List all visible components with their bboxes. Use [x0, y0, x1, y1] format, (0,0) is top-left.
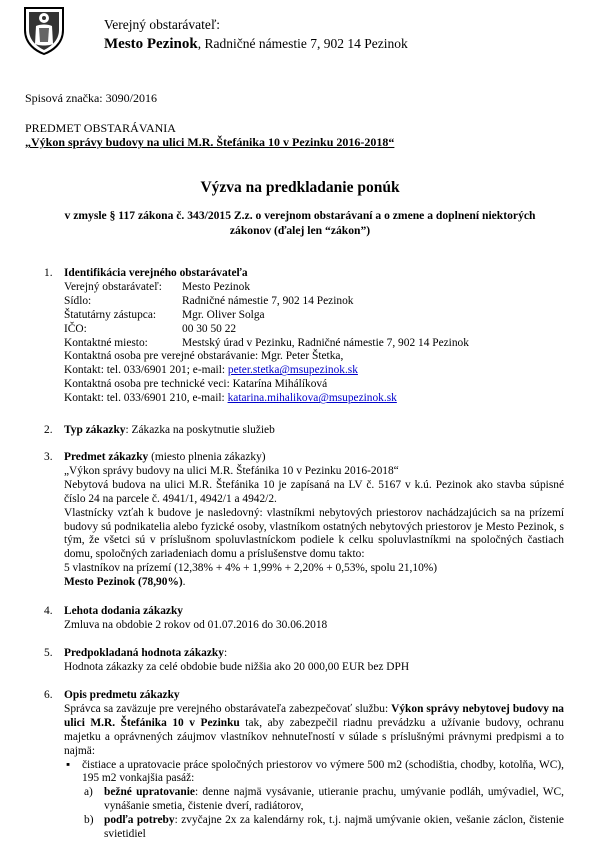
info-row: Sídlo: Radničné námestie 7, 902 14 Pezinok — [64, 294, 354, 307]
section-title: Identifikácia verejného obstarávateľa — [64, 267, 248, 279]
subject-label: PREDMET OBSTARÁVANIA — [25, 121, 176, 135]
contact-person-procurement: Kontaktná osoba pre verejné obstarávanie: Mgr. Peter Štetka, — [64, 350, 344, 363]
section-text: : Zákazka na poskytnutie služieb — [125, 424, 275, 436]
coat-of-arms-icon — [22, 4, 66, 56]
section-title: Predmet zákazky — [64, 451, 149, 463]
section-number: 2. — [44, 424, 53, 436]
section-title: Opis predmetu zákazky — [64, 689, 180, 701]
section-title: Predpokladaná hodnota zákazky — [64, 647, 224, 659]
section-number: 4. — [44, 605, 53, 617]
section-number: 5. — [44, 647, 53, 659]
section-text: Zmluva na obdobie 2 rokov od 01.07.2016 do 30.06.2018 — [64, 618, 328, 631]
document-page: Verejný obstarávateľ: Mesto Pezinok, Radničné námestie 7, 902 14 Pezinok Spisová značka: 3090/2016 PREDMET OBSTARÁVANIA „Výkon správy budovy na ulici M.R. Štefánika 10 v Pezinku 2016-2018“ Výzva na predkladanie ponúk v zmysle § 117 zákona č. 343/2015 Z.z. o verejnom obstarávaní a o zmene a doplnení niektorých zákonov (ďalej len “zákon”) 1. Identifikácia verejného obstarávateľa Verejný obstarávateľ: Mesto Pezinok Sídlo: Radničné námestie 7, 902 14 Pezinok Štatutárny zástupca: Mgr. Oliver Solga IČO: 00 30 50 22 Kontaktné miesto: Mestský úrad v Pezinku, Radničné námestie 7, 902 14 Pezinok Kontaktná osoba pre verejné obstarávanie: Mgr. Peter Štetka, Kontakt: tel. 033/6901 201; e-mail: peter.stetka@msupezinok.sk Kontaktná osoba pre technické veci: Katarína Mihálíková Kontakt: tel. 033/6901 210, e-mail: katarina.mihalikova@msupezinok.sk 2. Typ zákazky: Zákazka na poskytnutie služieb 3. Predmet zákazky (miesto plnenia zákazky) „Výkon správy budovy na ulici M.R. Štefánika 10 v Pezinku 2016-2018“ Nebytová budova na ulici M.R. Štefánika 10 je zapísaná na LV č. 5167 v k.ú. Pezinok ako stavba súpisné číslo 24 na parcele č. 4941/1, 4942/1 a 4942/2. Vlastnícky vzťah k budove je nasledovný: vlastníkmi nebytových priestorov nachádzajúcich sa na prízemí budovy sú podnikatelia alebo fyzické osoby, vlastníkom ostatných nebytových priestorov je Mesto Pezinok, s tým, že všetci sú v príslušnom spoluvlastníckom podiele k celku spoluvlastníkmi na spoločných častiach domu, spoločných zariadeniach domu a príslušenstve domu takto: 5 vlastníkov na prízemí (12,38% + 4% + 1,99% + 2,20% + 0,53%, spolu 21,10%) Mesto Pezinok (78,90%). 4. Lehota dodania zákazky Zmluva na obdobie 2 rokov od 01.07.2016 do 30.06.2018 5. Predpokladaná hodnota zákazky: Hodnota zákazky za celé obdobie bude nižšia ako 20 000,00 EUR bez DPH 6. Opis predmetu zákazky Správca sa zaväzuje pre verejného obstarávateľa zabezpečovať službu: Výkon správy nebytovej budovy na ulici M.R. Štefánika 10 v Pezinku tak, aby zabezpečil riadnu prevádzku a užívanie budovy, ochranu majetku a oprávnených záujmov vlastníkov nehnuteľností v súlade s príslušnými právnymi predpismi a to najmä: ▪ čistiace a upratovacie práce spoločných priestorov vo výmere 500 m2 (schodištia, chodby, kotolňa, WC), 195 m2 vonkajšia pasáž: a) bežné upratovanie: denne najmä vysávanie, utieranie prachu, umývanie podláh, umývadiel, WC, vynášanie smetia, čistenie dverí, radiátorov, b) podľa potreby: zvyčajne 2x za kalendárny rok, t.j. najmä umývanie okien, vešanie záclon, čistenie svietidiel — [0, 0, 600, 850]
ownership-description: Vlastnícky vzťah k budove je nasledovný: vlastníkmi nebytových priestorov nachádzajúcich sa na prízemí budovy sú podnikatelia alebo fyzické osoby, vlastníkom ostatných nebytových priestorov je Mesto Pezinok, s tým, že všetci sú v príslušnom spoluvlastníckom podiele k celku spoluvlastníkmi na spoločných častiach domu, spoločných zariadeniach domu a príslušenstve domu takto: — [64, 506, 564, 561]
bullet-icon: ▪ — [66, 758, 71, 771]
info-row: Verejný obstarávateľ: Mesto Pezinok — [64, 280, 251, 293]
contact-line-2: Kontakt: tel. 033/6901 210, e-mail: katarina.mihalikova@msupezinok.sk — [64, 392, 397, 405]
page-subtitle: v zmysle § 117 zákona č. 343/2015 Z.z. o verejnom obstarávaní a o zmene a doplnení niektorých zákonov (ďalej len “zákon”) — [64, 209, 536, 238]
list-item: a) bežné upratovanie: denne najmä vysávanie, utieranie prachu, umývanie podláh, umývadiel, WC, vynášanie smetia, čistenie dverí, radiátorov, — [84, 786, 564, 813]
file-reference: Spisová značka: 3090/2016 — [25, 91, 157, 105]
page-title: Výzva na predkladanie ponúk — [200, 179, 400, 196]
info-row: IČO: 00 30 50 22 — [64, 322, 237, 335]
email-link-technical[interactable]: katarina.mihalikova@msupezinok.sk — [227, 392, 397, 405]
header-label: Verejný obstarávateľ: — [104, 17, 221, 32]
section-title: Lehota dodania zákazky — [64, 605, 183, 617]
info-row: Kontaktné miesto: Mestský úrad v Pezinku, Radničné námestie 7, 902 14 Pezinok — [64, 336, 469, 349]
subject-title: „Výkon správy budovy na ulici M.R. Štefánika 10 v Pezinku 2016-2018“ — [25, 135, 395, 149]
header-contracting-authority — [104, 35, 408, 53]
list-item: b) podľa potreby: zvyčajne 2x za kalendárny rok, t.j. najmä umývanie okien, vešanie záclon, čistenie svietidiel — [84, 814, 564, 841]
section-number: 3. — [44, 451, 53, 463]
email-link-procurement[interactable]: peter.stetka@msupezinok.sk — [227, 364, 358, 377]
header-name: Mesto Pezinok — [104, 36, 198, 52]
section-text: Hodnota zákazky za celé obdobie bude nižšia ako 20 000,00 EUR bez DPH — [64, 660, 410, 673]
contact-line-1: Kontakt: tel. 033/6901 201; e-mail: peter.stetka@msupezinok.sk — [64, 364, 358, 377]
ownership-city: Mesto Pezinok (78,90%). — [64, 576, 186, 589]
list-item: ▪ čistiace a upratovacie práce spoločných priestorov vo výmere 500 m2 (schodištia, chodby, kotolňa, WC), 195 m2 vonkajšia pasáž: — [66, 758, 564, 785]
service-description: Správca sa zaväzuje pre verejného obstarávateľa zabezpečovať službu: Výkon správy nebytovej budovy na ulici M.R. Štefánika 10 v Pezinku tak, aby zabezpečil riadnu prevádzku a užívanie budovy, ochranu majetku a oprávnených záujmov vlastníkov nehnuteľností v súlade s príslušnými právnymi predpismi a to najmä: — [64, 702, 564, 757]
section-title: Typ zákazky — [64, 424, 126, 436]
section-number: 6. — [44, 689, 53, 701]
contract-name: „Výkon správy budovy na ulici M.R. Štefánika 10 v Pezinku 2016-2018“ — [64, 464, 399, 477]
section-number: 1. — [44, 267, 53, 279]
contact-person-technical: Kontaktná osoba pre technické veci: Katarína Mihálíková — [64, 378, 328, 391]
header-address: , Radničné námestie 7, 902 14 Pezinok — [197, 36, 408, 51]
ownership-ground-floor: 5 vlastníkov na prízemí (12,38% + 4% + 1,99% + 2,20% + 0,53%, spolu 21,10%) — [64, 562, 438, 575]
building-description: Nebytová budova na ulici M.R. Štefánika 10 je zapísaná na LV č. 5167 v k.ú. Pezinok ako stavba súpisné číslo 24 na parcele č. 4941/1, 4942/1 a 4942/2. — [64, 478, 564, 505]
info-row: Štatutárny zástupca: Mgr. Oliver Solga — [64, 308, 265, 321]
